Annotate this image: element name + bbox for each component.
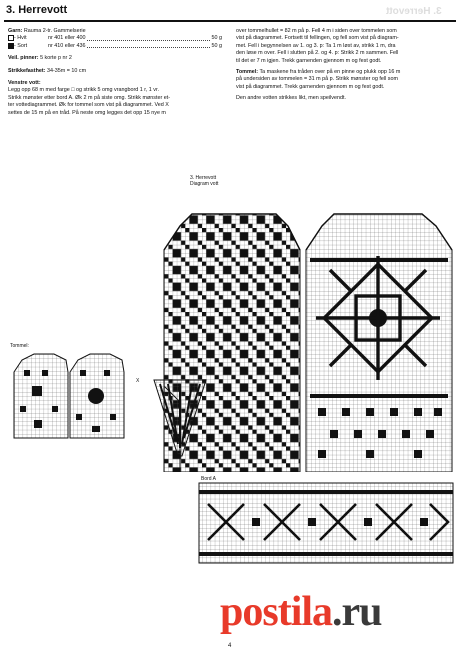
page-title: 3. Herrevott [6, 4, 68, 16]
venstre-line: settes de 15 m på en tråd. På neste omg legges det opp 15 nye m [8, 109, 166, 116]
para-line: met. Fell i begynnelsen av 1. og 3. p: Ta 1 m løst av, strikk 1 m, dra [236, 42, 396, 49]
x-marker: X [136, 378, 140, 384]
para-line: over tommelhullet = 82 m på p. Fell 4 m i siden over tommelen som [236, 28, 397, 34]
thumb-chart [10, 350, 126, 440]
fasthet-value: 34-35m = 10 cm [46, 67, 87, 74]
para-line: på undersiden av tommelen = 31 m på p. Strikk mønster og fell som [236, 76, 398, 83]
garn-value: Rauma 2-tr. Gammelserie [23, 28, 86, 34]
rose-motif [316, 256, 440, 380]
watermark-text: postila [220, 589, 333, 635]
watermark-suffix: .ru [332, 589, 382, 635]
left-column [8, 28, 222, 117]
tommel-diagram-label: Tommel: [10, 343, 29, 349]
yarn-amount: 50 g [211, 35, 222, 42]
tommel-heading: Tommel: [236, 69, 259, 76]
bleed-through-title: 3. Herrevott [386, 6, 442, 17]
yarn-amount: 50 g [211, 42, 222, 49]
pinner-value: 5 korte p nr 2 [40, 55, 72, 62]
garn-line [8, 28, 222, 35]
venstre-line: Strikk mønster etter bord A. Øk 2 m på siste omg. Strikk mønster et- [8, 94, 171, 101]
venstre-heading: Venstre vott: [8, 80, 41, 87]
right-column [236, 28, 456, 103]
yarn-row [8, 43, 222, 50]
yarn-row [8, 35, 222, 42]
para-line: vist på diagrammet. Trekk garnenden gjennom m og fest godt. [236, 83, 385, 90]
page-number: 4 [228, 643, 232, 649]
yarn-name: - Hvit [14, 35, 27, 42]
yarn-number: nr 401 eller 400 [48, 35, 86, 42]
vott-diagram-label: 3. Herrevott Diagram vott [190, 175, 219, 187]
para-line: vist på diagrammet. Fortsett til fellingen, og fell som vist på diagram- [236, 35, 399, 42]
title-rule [4, 20, 456, 22]
gusset-chart [152, 378, 208, 460]
garn-label: Garn: [8, 28, 23, 34]
bord-a-chart [198, 482, 454, 564]
fasthet-line [8, 68, 222, 75]
pinner-line [8, 55, 222, 62]
fasthet-label: Strikkefasthet: [8, 67, 46, 74]
yarn-number: nr 410 eller 436 [48, 42, 86, 49]
yarn-name: - Sort [14, 42, 28, 49]
pinner-label: Veil. pinner: [8, 55, 39, 62]
venstre-line: ter vottediagrammet. Øk for tommel som vist på diagrammet. Ved X [8, 102, 169, 109]
para-line: Ta maskene fra tråden over på en pinne og plukk opp 16 m [258, 69, 401, 76]
venstre-line: Legg opp 68 m med farge □ og strikk 5 omg vrangbord 1 r, 1 vr. [8, 87, 159, 94]
bord-a-label: Bord A [201, 476, 217, 482]
para-line: Den andre votten strikkes likt, men speilvendt. [236, 95, 346, 102]
para-line: til det er 7 m igjen. Trekk garnenden gjennom m og fest godt. [236, 57, 382, 64]
para-line: den løse m over. Fell i slutten på 2. og 4. p: Strikk 2 m sammen. Fell [236, 50, 399, 57]
watermark [220, 588, 382, 636]
